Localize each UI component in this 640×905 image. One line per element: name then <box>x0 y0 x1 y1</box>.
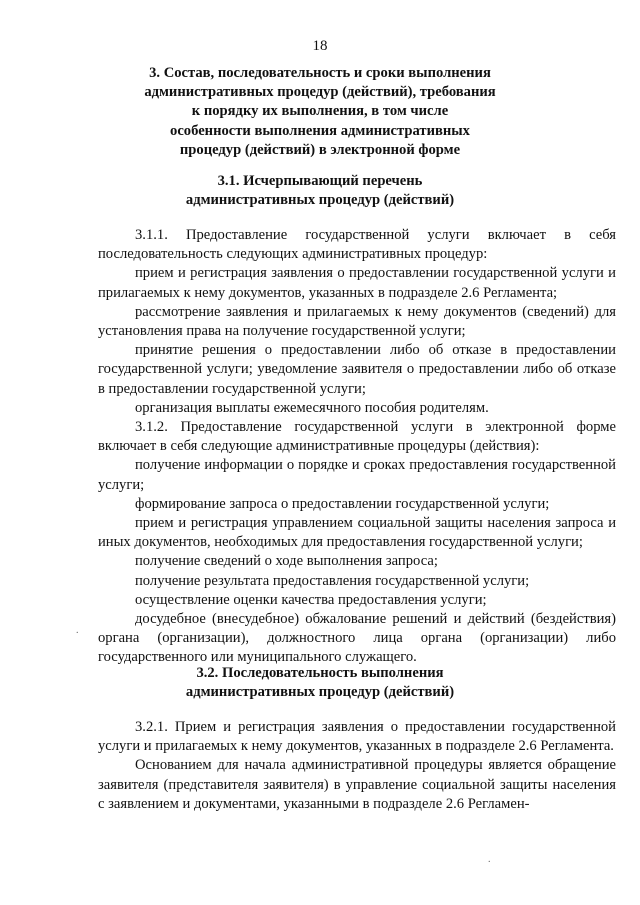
paragraph: 3.2.1. Прием и регистрация заявления о предоставлении государственной услуги и прилагаемых к нему документов, указанных в подразделе 2.6 Регламента. <box>98 719 616 755</box>
section-3-1-body <box>98 226 616 668</box>
heading-line: 3.2. Последовательность выполнения <box>196 665 444 681</box>
heading-line: административных процедур (действий) <box>185 192 455 209</box>
paragraph: 3.1.1. Предоставление государственной услуги включает в себя последовательность следующих административных процедур: <box>98 227 616 263</box>
paragraph: получение сведений о ходе выполнения запроса; <box>135 553 438 570</box>
paragraph: прием и регистрация заявления о предоставлении государственной услуги и прилагаемых к нему документов, указанных в подразделе 2.6 Регламента; <box>98 265 616 301</box>
paragraph: досудебное (внесудебное) обжалование решений и действий (бездействия) органа (организации), должностного лица органа (организации) либо государственного или муниципального служащего. <box>98 611 616 666</box>
paragraph: осуществление оценки качества предоставления услуги; <box>135 591 487 608</box>
paragraph: Основанием для начала административной процедуры является обращение заявителя (представителя заявителя) в управление социальной защиты населения с заявлением и документами, указанными в подразделе 2.6 Регламен- <box>98 757 616 812</box>
paragraph: прием и регистрация управлением социальной защиты населения запроса и иных документов, необходимых для предоставления государственной услуги; <box>98 515 616 551</box>
paragraph: формирование запроса о предоставлении государственной услуги; <box>135 495 550 512</box>
scan-speck: . <box>76 625 79 636</box>
paragraph: принятие решения о предоставлении либо об отказе в предоставлении государственной услуги; уведомление заявителя о предоставлении либо об отказе в предоставлении государственной услуги; <box>98 342 616 397</box>
heading-line: 3.1. Исчерпывающий перечень <box>217 173 423 189</box>
heading-line: 3. Состав, последовательность и сроки выполнения <box>149 65 491 81</box>
paragraph: организация выплаты ежемесячного пособия родителям. <box>135 399 489 416</box>
section-3-1-heading <box>0 172 640 210</box>
heading-line: административных процедур (действий) <box>185 684 455 701</box>
heading-line: процедур (действий) в электронной форме <box>179 141 461 158</box>
section-3-2-body <box>98 718 616 814</box>
paragraph: 3.1.2. Предоставление государственной услуги в электронной форме включает в себя следующие административные процедуры (действия): <box>98 419 616 455</box>
section-3-2-heading <box>0 664 640 702</box>
heading-line: к порядку их выполнения, в том числе <box>191 103 449 120</box>
heading-line: административных процедур (действий), требования <box>144 84 496 101</box>
scan-speck: . <box>488 854 491 865</box>
paragraph: рассмотрение заявления и прилагаемых к нему документов (сведений) для установления права на получение государственной услуги; <box>98 303 616 340</box>
paragraph: получение результата предоставления государственной услуги; <box>135 572 530 589</box>
heading-line: особенности выполнения административных <box>170 122 470 139</box>
paragraph: получение информации о порядке и сроках предоставления государственной услуги; <box>98 457 616 493</box>
section-3-heading <box>0 64 640 160</box>
page-number: 18 <box>312 38 328 54</box>
